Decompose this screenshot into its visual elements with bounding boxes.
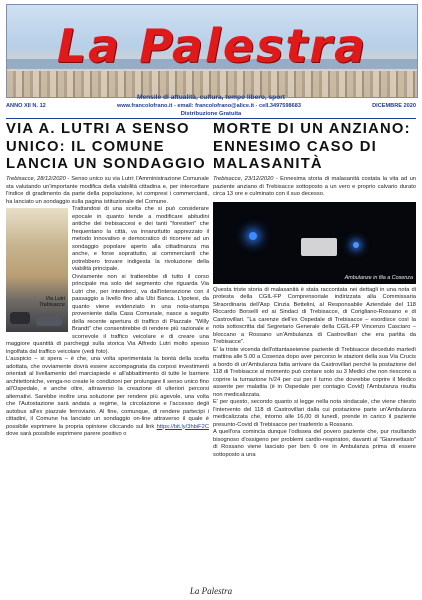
via-lutri-photo-caption	[39, 296, 65, 308]
siren-light-graphic	[249, 232, 257, 240]
right-article-paragraph: A quell'ora comincia dunque l'odissea del povero paziente che, pur risultando bisognoso d'ossigeno per problemi cardio-respiratori, davanti al "Giannettasio" di Rossano viene lasciato per ben 6 ore in Ambulanza prima di essere sottoposto a una	[213, 429, 416, 458]
ambulance-photo	[213, 202, 416, 284]
masthead-infobar	[6, 103, 416, 109]
via-lutri-photo	[6, 208, 68, 332]
right-article-headline: MORTE DI UN ANZIANO: ENNESIMO CASO DI MALASANITÀ	[213, 121, 411, 172]
left-article-paragraph-end: dove sarà possibile esprimere parere positivo o	[6, 431, 127, 437]
distribution-note: Distribuzione Gratuita	[180, 111, 242, 117]
right-article-dateline: Trebisacce, 23/12/2020	[213, 176, 274, 182]
photo-car-graphic	[10, 312, 30, 324]
left-article-headline: VIA A. LUTRI A SENSO UNICO: IL COMUNE LANCIA UN SONDAGGIO	[6, 121, 206, 172]
siren-light-graphic	[353, 242, 359, 248]
left-article-paragraph: Ovviamente non si tratterebbe di tutto il corso principale ma solo del segmento che riguarda Via Lutri che, per intenderci, va dall'intersezione con il passaggio a livello fino alla Ubi Banca. L'ipotesi, da quanto viene evidenziato in una nota-stampa proveniente dalla Casa Comunale, nasce a seguito della recente apertura di traffico di Piazzale "Willy Brandt" che consentirebbe di rendere più razionale e scorrevole il traffico veicolare e di creare una maggiore quantità di parcheggi sulla storica Via Alfredo Lutri molto spesso ingolfata dal traffico veicolare (vedi foto).	[6, 273, 209, 355]
left-article	[6, 121, 209, 439]
left-article-paragraph-text: L'auspicio – si spera – è che, una volta sperimentata la bontà della scelta adottata, che ovviamente dovrà essere accompagnata da corposi investimenti orientati al livellamento del marciapiede e all'abbattimento di tutte le barriere architettoniche, venga-no create le condizioni per prolungare il senso unico fino all'Ospedale, e anche oltre, attraverso la creazione di ulteriori percorsi alternativi. Sarebbe inoltre una soluzione per rendere più agevole, una volta che l'Autostazione sarà andata a regime, la circolazione e l'accesso degli autobus all'ex piazzale ferroviario. Al fine, comunque, di rendere partecipi i cittadini, il Comune ha lanciato un sondaggio on-line attraverso il quale è possibile esprimere la propria opinione cliccando sul link	[6, 356, 209, 430]
right-article-paragraph: E' per questo, secondo quanto si legge nella nota sindacale, che viene chiesto l'intervento del 118 di Castrovillari dalla cui postazione parte un'Ambulanza medicalizzata che, intorno alle 16,00 di lunedì, prende in carico il paziente presunto-Covid di Trebisacce per trasferirlo a Rossano.	[213, 399, 416, 428]
right-article-paragraph: E' la triste vicenda dell'ottantaseienne paziente di Trebisacce deceduto martedì mattina alle 5.00 a Cosenza dopo aver percorso le stazioni della sua Via Crucis a bordo di un'Ambulanza fatta arrivare da Castrovillari perché la postazione del 118 di Trebisacce al momento può contare solo su 3 Medici che non riescono a coprire la turnazione h/24 per cui per il turno che dovrebbe coprire il Medico assente per malattia (è in Ospedale per contagio Covid) l'Ambulanza risulta non medicalizzata.	[213, 346, 416, 398]
issue-number: ANNO XII N. 12	[6, 103, 46, 109]
left-article-dateline: Trebisacce, 28/12/2020	[6, 176, 66, 182]
right-article	[213, 121, 416, 459]
photo-caption-line: Trebisacce	[39, 302, 65, 308]
ambulance-graphic	[301, 238, 337, 256]
right-article-intro-text: - Ennesima storia di malasanità costata la vita ad un paziente anziano di Trebisacce sottoposto a un vero e proprio calvario durato circa 13 ore e culminato con il suo decesso.	[213, 176, 416, 197]
issue-date: DICEMBRE 2020	[372, 103, 416, 109]
ambulance-photo-caption: Ambulanze in fila a Cosenza	[344, 274, 413, 281]
photo-caption-line: Via Lutri	[45, 296, 65, 302]
photo-car-graphic	[36, 316, 62, 326]
masthead-tagline: Mensile di attualità, cultura, tempo libero, sport	[136, 94, 285, 101]
right-article-intro	[213, 176, 416, 199]
page-footer: La Palestra	[189, 586, 233, 596]
newspaper-title: La Palestra	[56, 19, 368, 73]
left-article-paragraph: Trattandosi di una scelta che si può considerare epocale in quanto tende a modificare abitudini antiche dei trebisaccesi e dei tanti "forestieri" che frequentano la città, va innanzitutto apprezzato il metodo innovativo e democratico di ricorrere ad un sondaggio popolare aperto alla cittadinanza ma anche, e forse soprattutto, ai commercianti che potrebbero trovare indigesta la rivoluzione della viabilità principale.	[72, 206, 209, 272]
right-article-paragraph: Questa triste storia di malasanità è stata raccontata nei dettagli in una nota di protesta della CGIL-FP Comprensoriale indirizzata alla Commissaria Straordinaria dell'Asp Cinzia Bettelini, al Responsabile Aziendale del 118 Riccardo Borselli ed ai Sindaci di Trebisacce, di Corigliano-Rossano e di Castrovillari. "La carenze dell'ex Ospedale di Trebisacce – esordisce così la nota sottoscritta dal Segretario Generale della CGIL-FP Vincenzo Casciaro – bloccano a Rossano un'Ambulanza di Castrovillari che era partita da Trebisacce".	[213, 286, 416, 345]
masthead-banner	[6, 4, 418, 98]
left-article-paragraph	[6, 356, 209, 439]
survey-link[interactable]: https://bit.ly/3hbiF2C	[156, 423, 209, 430]
left-article-intro	[6, 176, 209, 206]
contact-info: www.francolofrano.it - email: francolofrano@alice.it - cell.3497598683	[116, 103, 301, 109]
left-article-intro-text: - Senso unico su via Lutri: l'Amministrazione Comunale sta valutando un'importante modifica della viabilità cittadina e, per intercettare l'indice di gradimento da parte della popolazione, ivi compresi i commercianti, ha lanciato un sondaggio sulla pagina istituzionale del Comune.	[6, 176, 209, 205]
masthead-divider	[6, 118, 416, 119]
